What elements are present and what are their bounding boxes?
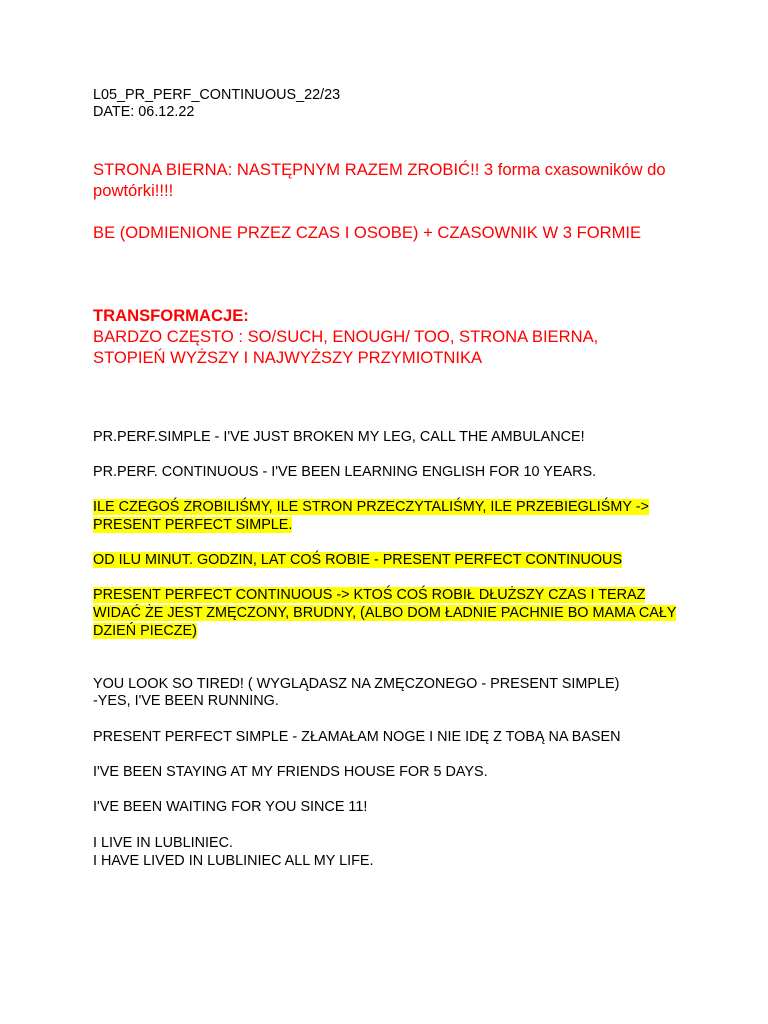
highlight-simple-line-2 [93,518,292,532]
example-waiting: I'VE BEEN WAITING FOR YOU SINCE 11! [93,799,368,815]
transformations-line-2: STOPIEŃ WYŻSZY I NAJWYŻSZY PRZYMIOTNIKA [93,348,483,367]
example-lived: I HAVE LIVED IN LUBLINIEC ALL MY LIFE. [93,853,374,869]
lesson-date: DATE: 06.12.22 [93,104,195,120]
highlighted-text: PRESENT PERFECT CONTINUOUS -> KTOŚ COŚ ROBIŁ DŁUŻSZY CZAS I TERAZ [93,587,646,603]
example-tired-answer: -YES, I'VE BEEN RUNNING. [93,693,279,709]
highlight-continuous-line-1 [93,588,645,602]
highlighted-text: WIDAĆ ŻE JEST ZMĘCZONY, BRUDNY, (ALBO DOM ŁADNIE PACHNIE BO MAMA CAŁY [93,605,677,621]
highlighted-text: ILE CZEGOŚ ZROBILIŚMY, ILE STRON PRZECZYTALIŚMY, ILE PRZEBIEGLIŚMY -> [93,499,649,515]
highlight-duration-line [93,553,622,567]
perf-simple-example: PR.PERF.SIMPLE - I'VE JUST BROKEN MY LEG, CALL THE AMBULANCE! [93,429,585,445]
perf-continuous-example: PR.PERF. CONTINUOUS - I'VE BEEN LEARNING ENGLISH FOR 10 YEARS. [93,464,597,480]
highlight-continuous-line-2 [93,606,676,620]
highlighted-text: DZIEŃ PIECZE) [93,623,197,639]
highlighted-text: PRESENT PERFECT SIMPLE. [93,517,293,533]
example-broken-leg: PRESENT PERFECT SIMPLE - ZŁAMAŁAM NOGE I NIE IDĘ Z TOBĄ NA BASEN [93,729,621,745]
passive-note-line-1: STRONA BIERNA: NASTĘPNYM RAZEM ZROBIĆ!! 3 forma cxasowników do [93,160,666,179]
highlight-continuous-line-3 [93,624,197,638]
example-staying: I'VE BEEN STAYING AT MY FRIENDS HOUSE FOR 5 DAYS. [93,764,488,780]
transformations-heading: TRANSFORMACJE: [93,306,249,325]
example-live: I LIVE IN LUBLINIEC. [93,835,233,851]
highlight-simple-line-1 [93,500,649,514]
transformations-line-1: BARDZO CZĘSTO : SO/SUCH, ENOUGH/ TOO, STRONA BIERNA, [93,327,599,346]
lesson-code: L05_PR_PERF_CONTINUOUS_22/23 [93,87,341,103]
passive-formula: BE (ODMIENIONE PRZEZ CZAS I OSOBE) + CZASOWNIK W 3 FORMIE [93,223,642,242]
highlighted-text: OD ILU MINUT. GODZIN, LAT COŚ ROBIE - PRESENT PERFECT CONTINUOUS [93,552,623,568]
example-tired-question: YOU LOOK SO TIRED! ( WYGLĄDASZ NA ZMĘCZONEGO - PRESENT SIMPLE) [93,676,620,692]
passive-note-line-2: powtórki!!!! [93,181,174,200]
